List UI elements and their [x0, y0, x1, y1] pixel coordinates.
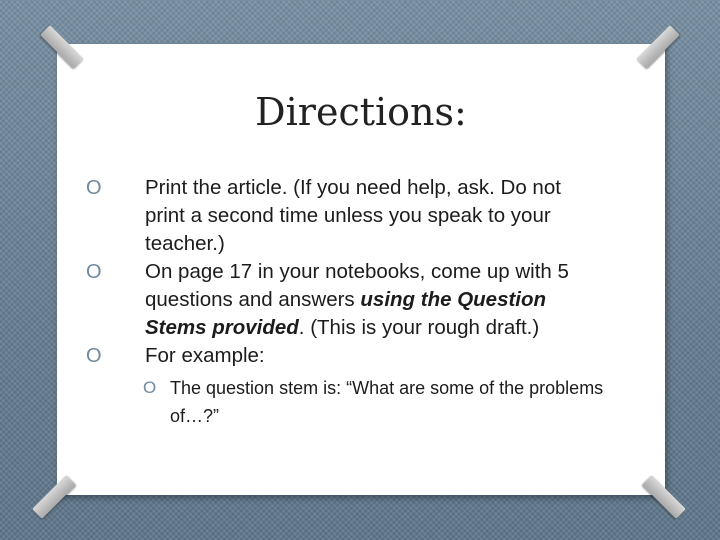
sub-list-item-question-stem: [86, 374, 606, 430]
list-item-text: [145, 260, 569, 339]
list-item-text: For example:: [145, 344, 265, 367]
list-item-text-part: On page 17 in your notebooks, come up with 5 questions and answers: [145, 260, 569, 311]
directions-list: [86, 174, 606, 430]
list-item-text: Print the article. (If you need help, ask. Do not print a second time unless you speak to your teacher.): [145, 176, 561, 255]
list-item-print: [86, 174, 606, 258]
list-item-example: [86, 342, 606, 370]
emphasis-text: using the Question Stems provided: [145, 288, 547, 339]
bullet-icon: O: [86, 345, 102, 367]
sub-list-item-text: The question stem is: “What are some of the problems of…?”: [170, 378, 604, 426]
bullet-icon: O: [86, 261, 102, 283]
list-item-text-part: . (This is your rough draft.): [298, 316, 540, 339]
bullet-icon: O: [143, 378, 157, 397]
slide-title: Directions:: [255, 90, 467, 134]
list-item-questions: [86, 258, 606, 342]
bullet-icon: O: [86, 177, 102, 199]
